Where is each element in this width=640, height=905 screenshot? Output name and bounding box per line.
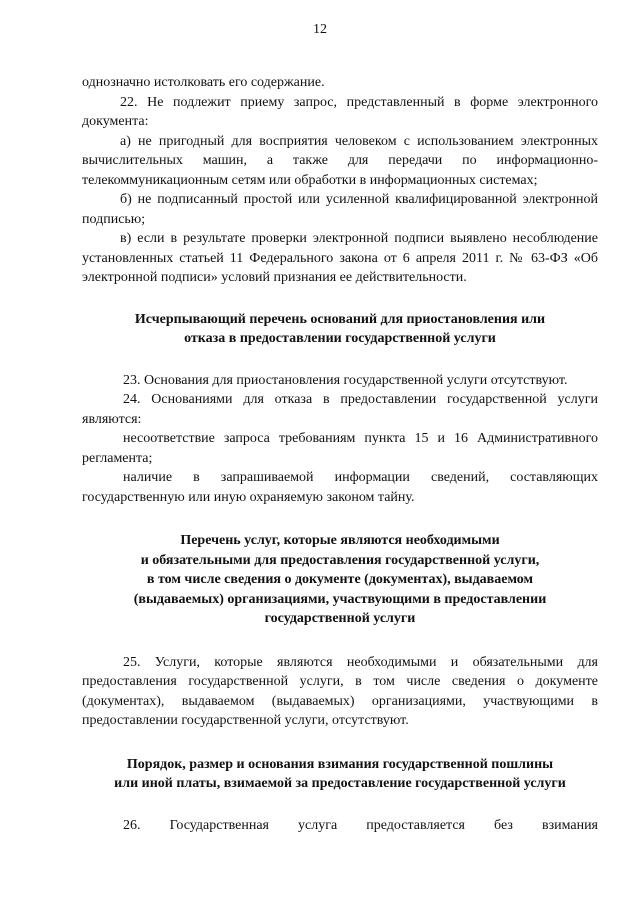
- paragraph-22b: б) не подписанный простой или усиленной квалифицированной электронной подписью;: [82, 192, 598, 227]
- document-body: [82, 73, 598, 835]
- paragraph-continuation: однозначно истолковать его содержание.: [82, 75, 325, 90]
- page-number: 12: [313, 22, 327, 37]
- heading-line: отказа в предоставлении государственной услуги: [184, 331, 496, 346]
- heading-line: и обязательными для предоставления государственной услуги,: [140, 552, 540, 568]
- heading-line: или иной платы, взимаемой за предоставление государственной услуги: [114, 776, 566, 791]
- paragraph-22a: а) не пригодный для восприятия человеком с использованием электронных вычислительных машин, а также для передачи по информационно-телекоммуникационным сетям или обработки в информационных системах;: [82, 133, 598, 188]
- paragraph-25: 25. Услуги, которые являются необходимыми и обязательными для предоставления государственной услуги, в том числе сведения о документе (документах), выдаваемом (выдаваемых) организациями, участвующими в предоставлении государственной услуги, отсутствуют.: [82, 654, 598, 728]
- heading-line: Порядок, размер и основания взимания государственной пошлины: [126, 756, 554, 772]
- paragraph-22: 22. Не подлежит приему запрос, представленный в форме электронного документа:: [82, 94, 598, 129]
- heading-line: Исчерпывающий перечень оснований для приостановления или: [134, 311, 546, 327]
- paragraph-23: 23. Основания для приостановления государственной услуги отсутствуют.: [123, 372, 568, 388]
- section-heading-fees: [82, 755, 598, 794]
- paragraph-24b: наличие в запрашиваемой информации сведений, составляющих государственную или иную охраняемую законом тайну.: [82, 470, 598, 505]
- section-heading-grounds: [82, 310, 598, 349]
- heading-line: в том числе сведения о документе (документах), выдаваемом: [146, 572, 534, 587]
- paragraph-26: 26. Государственная услуга предоставляется без взимания: [123, 817, 598, 833]
- heading-line: государственной услуги: [264, 611, 416, 626]
- paragraph-24: 24. Основаниями для отказа в предоставлении государственной услуги являются:: [82, 392, 598, 427]
- paragraph-22c: в) если в результате проверки электронной подписи выявлено несоблюдение установленных статьей 11 Федерального закона от 6 апреля 2011 г. № 63-ФЗ «Об электронной подписи» условий признания ее действительности.: [82, 231, 598, 285]
- heading-line: Перечень услуг, которые являются необходимыми: [180, 533, 500, 548]
- heading-line: (выдаваемых) организациями, участвующими в предоставлении: [133, 591, 547, 607]
- paragraph-24a: несоответствие запроса требованиям пункта 15 и 16 Административного регламента;: [82, 431, 598, 466]
- section-heading-services: [82, 531, 598, 629]
